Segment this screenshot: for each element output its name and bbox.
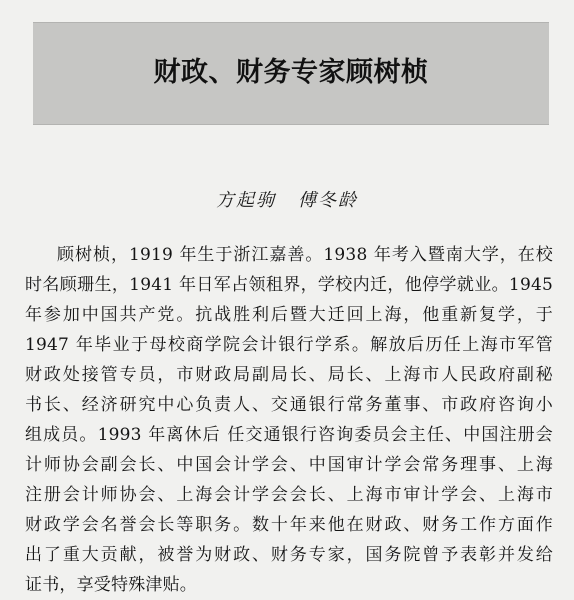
body-line: 出了重大贡献，被誉为财政、财务专家，国务院曾予表彰并发给: [25, 545, 553, 565]
author-name: 方起驹: [216, 190, 276, 211]
article-body: [25, 240, 553, 600]
article-title: 财政、财务专家顾树桢: [153, 57, 429, 88]
body-line: 证书，享受特殊津贴。: [25, 575, 197, 595]
title-banner: [33, 22, 549, 125]
body-line: 计师协会副会长、中国会计学会、中国审计学会常务理事、上海: [25, 455, 553, 475]
body-line: 财政学会名誉会长等职务。数十年来他在财政、财务工作方面作: [25, 515, 553, 535]
author-name: 傅冬龄: [298, 190, 358, 211]
body-line: 时名顾珊生，1941 年日军占领租界，学校内迁，他停学就业。1945: [25, 275, 553, 295]
body-line: 顾树桢，1919 年生于浙江嘉善。1938 年考入暨南大学，在校: [57, 245, 553, 265]
author-line: [0, 186, 574, 212]
body-line: 年参加中国共产党。抗战胜利后暨大迁回上海，他重新复学，于: [25, 305, 553, 325]
body-line: 组成员。1993 年离休后 任交通银行咨询委员会主任、中国注册会: [25, 425, 553, 445]
body-line: 注册会计师协会、上海会计学会会长、上海市审计学会、上海市: [25, 485, 553, 505]
body-line: 书长、经济研究中心负责人、交通银行常务董事、市政府咨询小: [25, 395, 553, 415]
body-line: 1947 年毕业于母校商学院会计银行学系。解放后历任上海市军管: [25, 335, 553, 355]
body-line: 财政处接管专员，市财政局副局长、局长、上海市人民政府副秘: [25, 365, 553, 385]
